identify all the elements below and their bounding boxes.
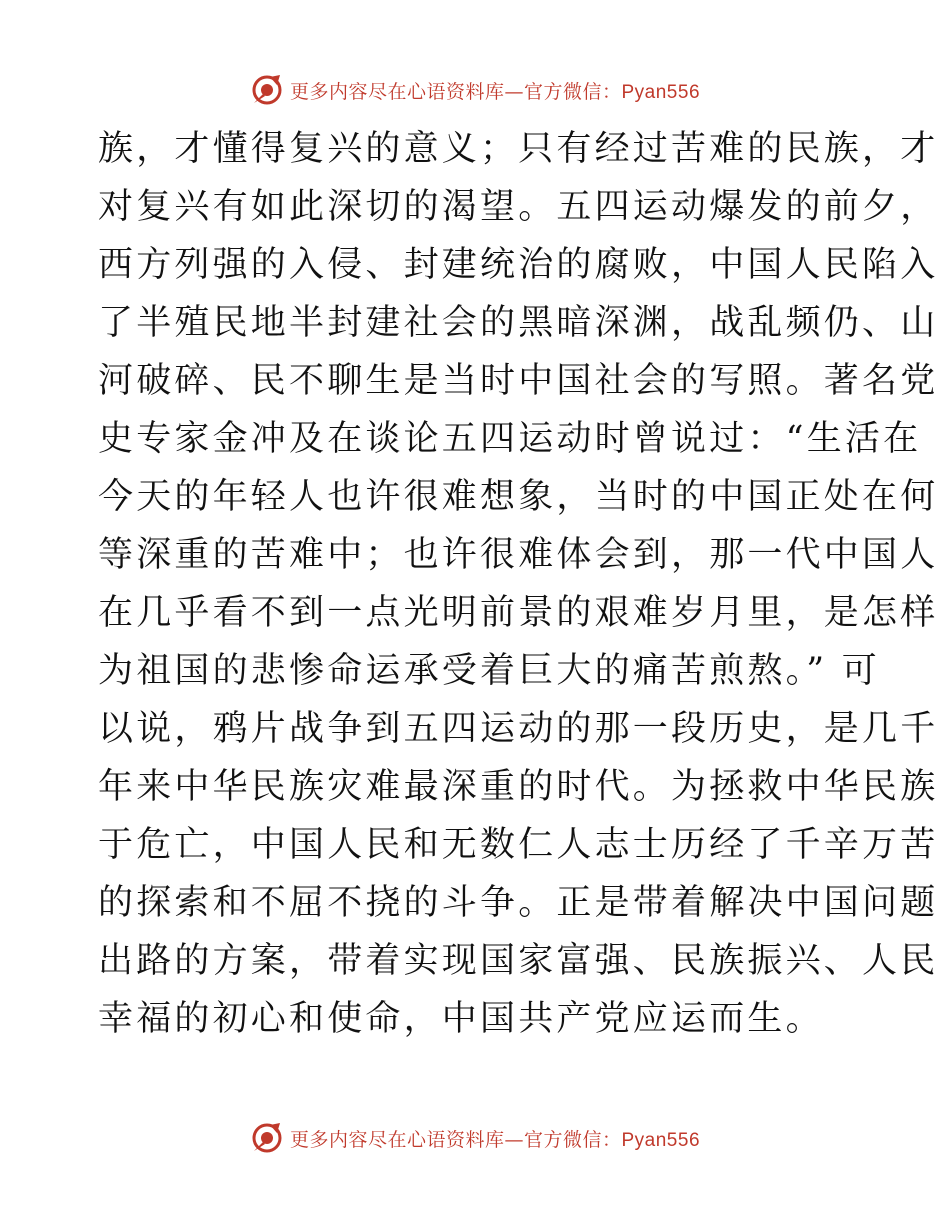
- body-line: 的探索和不屈不挠的斗争。正是带着解决中国问题: [98, 883, 939, 923]
- pen-circle-logo-icon: [250, 1121, 284, 1155]
- body-line: 西方列强的入侵、封建统治的腐败，中国人民陷入: [98, 245, 939, 285]
- watermark-wechat-id: Pyan556: [621, 81, 701, 103]
- footer-watermark: [0, 1118, 950, 1158]
- body-line: 今天的年轻人也许很难想象，当时的中国正处在何: [98, 477, 939, 517]
- body-line: 在几乎看不到一点光明前景的艰难岁月里，是怎样: [98, 593, 939, 633]
- body-line: 等深重的苦难中；也许很难体会到，那一代中国人: [98, 535, 939, 575]
- header-watermark: [0, 70, 950, 110]
- pen-circle-logo-icon: [250, 73, 284, 107]
- body-line: 河破碎、民不聊生是当时中国社会的写照。著名党: [98, 361, 939, 401]
- watermark-wechat-id: Pyan556: [621, 1129, 701, 1151]
- body-line: 以说，鸦片战争到五四运动的那一段历史，是几千: [98, 709, 939, 749]
- body-line: 年来中华民族灾难最深重的时代。为拯救中华民族: [98, 767, 939, 807]
- watermark-label: 更多内容尽在心语资料库—官方微信：: [289, 80, 622, 103]
- watermark-text: [290, 1125, 700, 1152]
- body-line: 出路的方案，带着实现国家富强、民族振兴、人民: [98, 941, 939, 981]
- body-line: 对复兴有如此深切的渴望。五四运动爆发的前夕，: [98, 187, 939, 227]
- body-line: 史专家金冲及在谈论五四运动时曾说过：“生活在: [98, 419, 922, 459]
- body-line: 了半殖民地半封建社会的黑暗深渊，战乱频仍、山: [98, 303, 939, 343]
- body-line: 为祖国的悲惨命运承受着巨大的痛苦煎熬。” 可: [98, 651, 880, 691]
- document-body: [98, 120, 939, 1048]
- watermark-text: [290, 77, 700, 104]
- watermark-label: 更多内容尽在心语资料库—官方微信：: [289, 1128, 622, 1151]
- body-line: 幸福的初心和使命，中国共产党应运而生。: [98, 999, 824, 1039]
- body-line: 族，才懂得复兴的意义；只有经过苦难的民族，才: [98, 129, 939, 169]
- body-line: 于危亡，中国人民和无数仁人志士历经了千辛万苦: [98, 825, 939, 865]
